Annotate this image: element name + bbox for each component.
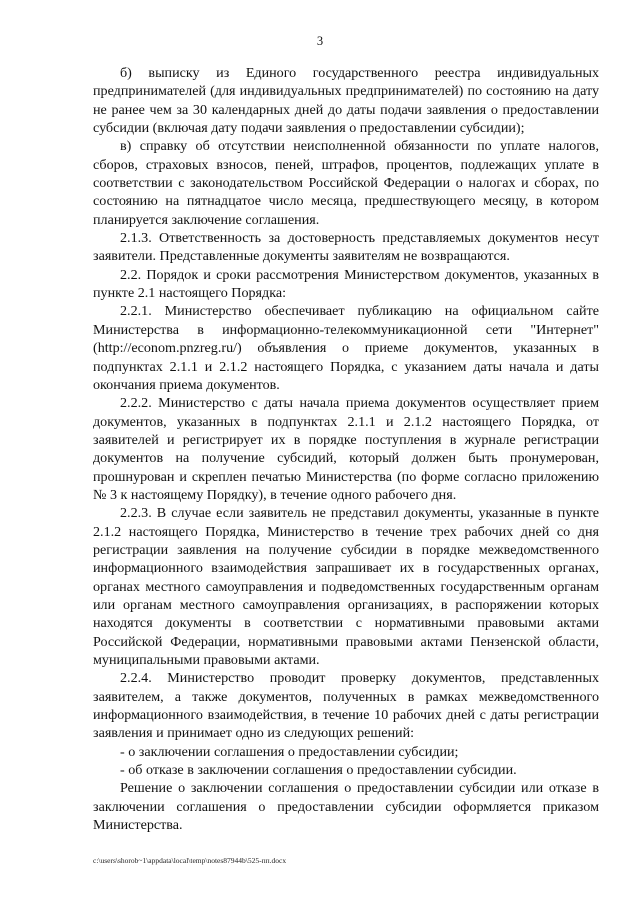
paragraph-2-1-3: 2.1.3. Ответственность за достоверность представляемых документов несут заявители. Представленные документы заявителям не возвращаются. xyxy=(93,230,599,265)
page-number: 3 xyxy=(316,34,324,48)
paragraph-2-2-2: 2.2.2. Министерство с даты начала приема документов осуществляет прием документов, указанных в подпунктах 2.1.1 и 2.1.2 настоящего Порядка, от заявителей и регистрирует их в порядке поступления в журнале регистрации документов на получение субсидий, который должен быть пронумерован, прошнурован и скреплен печатью Министерства (по форме согласно приложению № 3 к настоящему Порядку), в течение одного рабочего дня. xyxy=(93,395,599,503)
bullet-conclusion: - о заключении соглашения о предоставлении субсидии; xyxy=(120,743,459,760)
paragraph-b-extract: б) выписку из Единого государственного реестра индивидуальных предпринимателей (для индивидуальных предпринимателей) по состоянию на дату не ранее чем за 30 календарных дней до даты подачи заявления о предоставлении субсидии (включая дату подачи заявления о предоставлении субсидии); xyxy=(93,65,599,137)
paragraph-2-2-1: 2.2.1. Министерство обеспечивает публикацию на официальном сайте Министерства в информационно-телекоммуникационной сети "Интернет" (http://econom.pnzreg.ru/) объявления о приеме документов, указанных в подпунктах 2.1.1 и 2.1.2 настоящего Порядка, с указанием даты начала и даты окончания приема документов. xyxy=(93,303,599,393)
paragraph-2-2-3: 2.2.3. В случае если заявитель не представил документы, указанные в пункте 2.1.2 настоящего Порядка, Министерство в течение трех рабочих дней со дня регистрации заявления на получение субсидии в порядке межведомственного информационного взаимодействия запрашивает их в государственных органах, органах местного самоуправления и подведомственных государственным органам или органам местного самоуправления организациях, в распоряжении которых находятся документы в соответствии с нормативными правовыми актами Российской Федерации, нормативными правовыми актами Пензенской области, муниципальными правовыми актами. xyxy=(93,505,599,668)
paragraph-v-certificate: в) справку об отсутствии неисполненной обязанности по уплате налогов, сборов, страховых взносов, пеней, штрафов, процентов, подлежащих уплате в соответствии с законодательством Российской Федерации о налогах и сборах, по состоянию на пятнадцатое число месяца, предшествующего месяцу, в котором планируется заключение соглашения. xyxy=(93,138,599,228)
footer-file-path: c:\users\shorob~1\appdata\local\temp\notes87944b\525-пп.docx xyxy=(93,856,287,865)
paragraph-2-2: 2.2. Порядок и сроки рассмотрения Министерством документов, указанных в пункте 2.1 настоящего Порядка: xyxy=(93,266,599,302)
document-body xyxy=(93,64,599,834)
bullet-refusal: - об отказе в заключении соглашения о предоставлении субсидии. xyxy=(120,762,517,779)
paragraph-decision: Решение о заключении соглашения о предоставлении субсидии или отказе в заключении соглашения о предоставлении субсидии оформляется приказом Министерства. xyxy=(93,780,599,834)
paragraph-2-2-4: 2.2.4. Министерство проводит проверку документов, представленных заявителем, а также документов, полученных в рамках межведомственного информационного взаимодействия, в течение 10 рабочих дней с даты регистрации заявления и принимает одно из следующих решений: xyxy=(93,670,599,742)
